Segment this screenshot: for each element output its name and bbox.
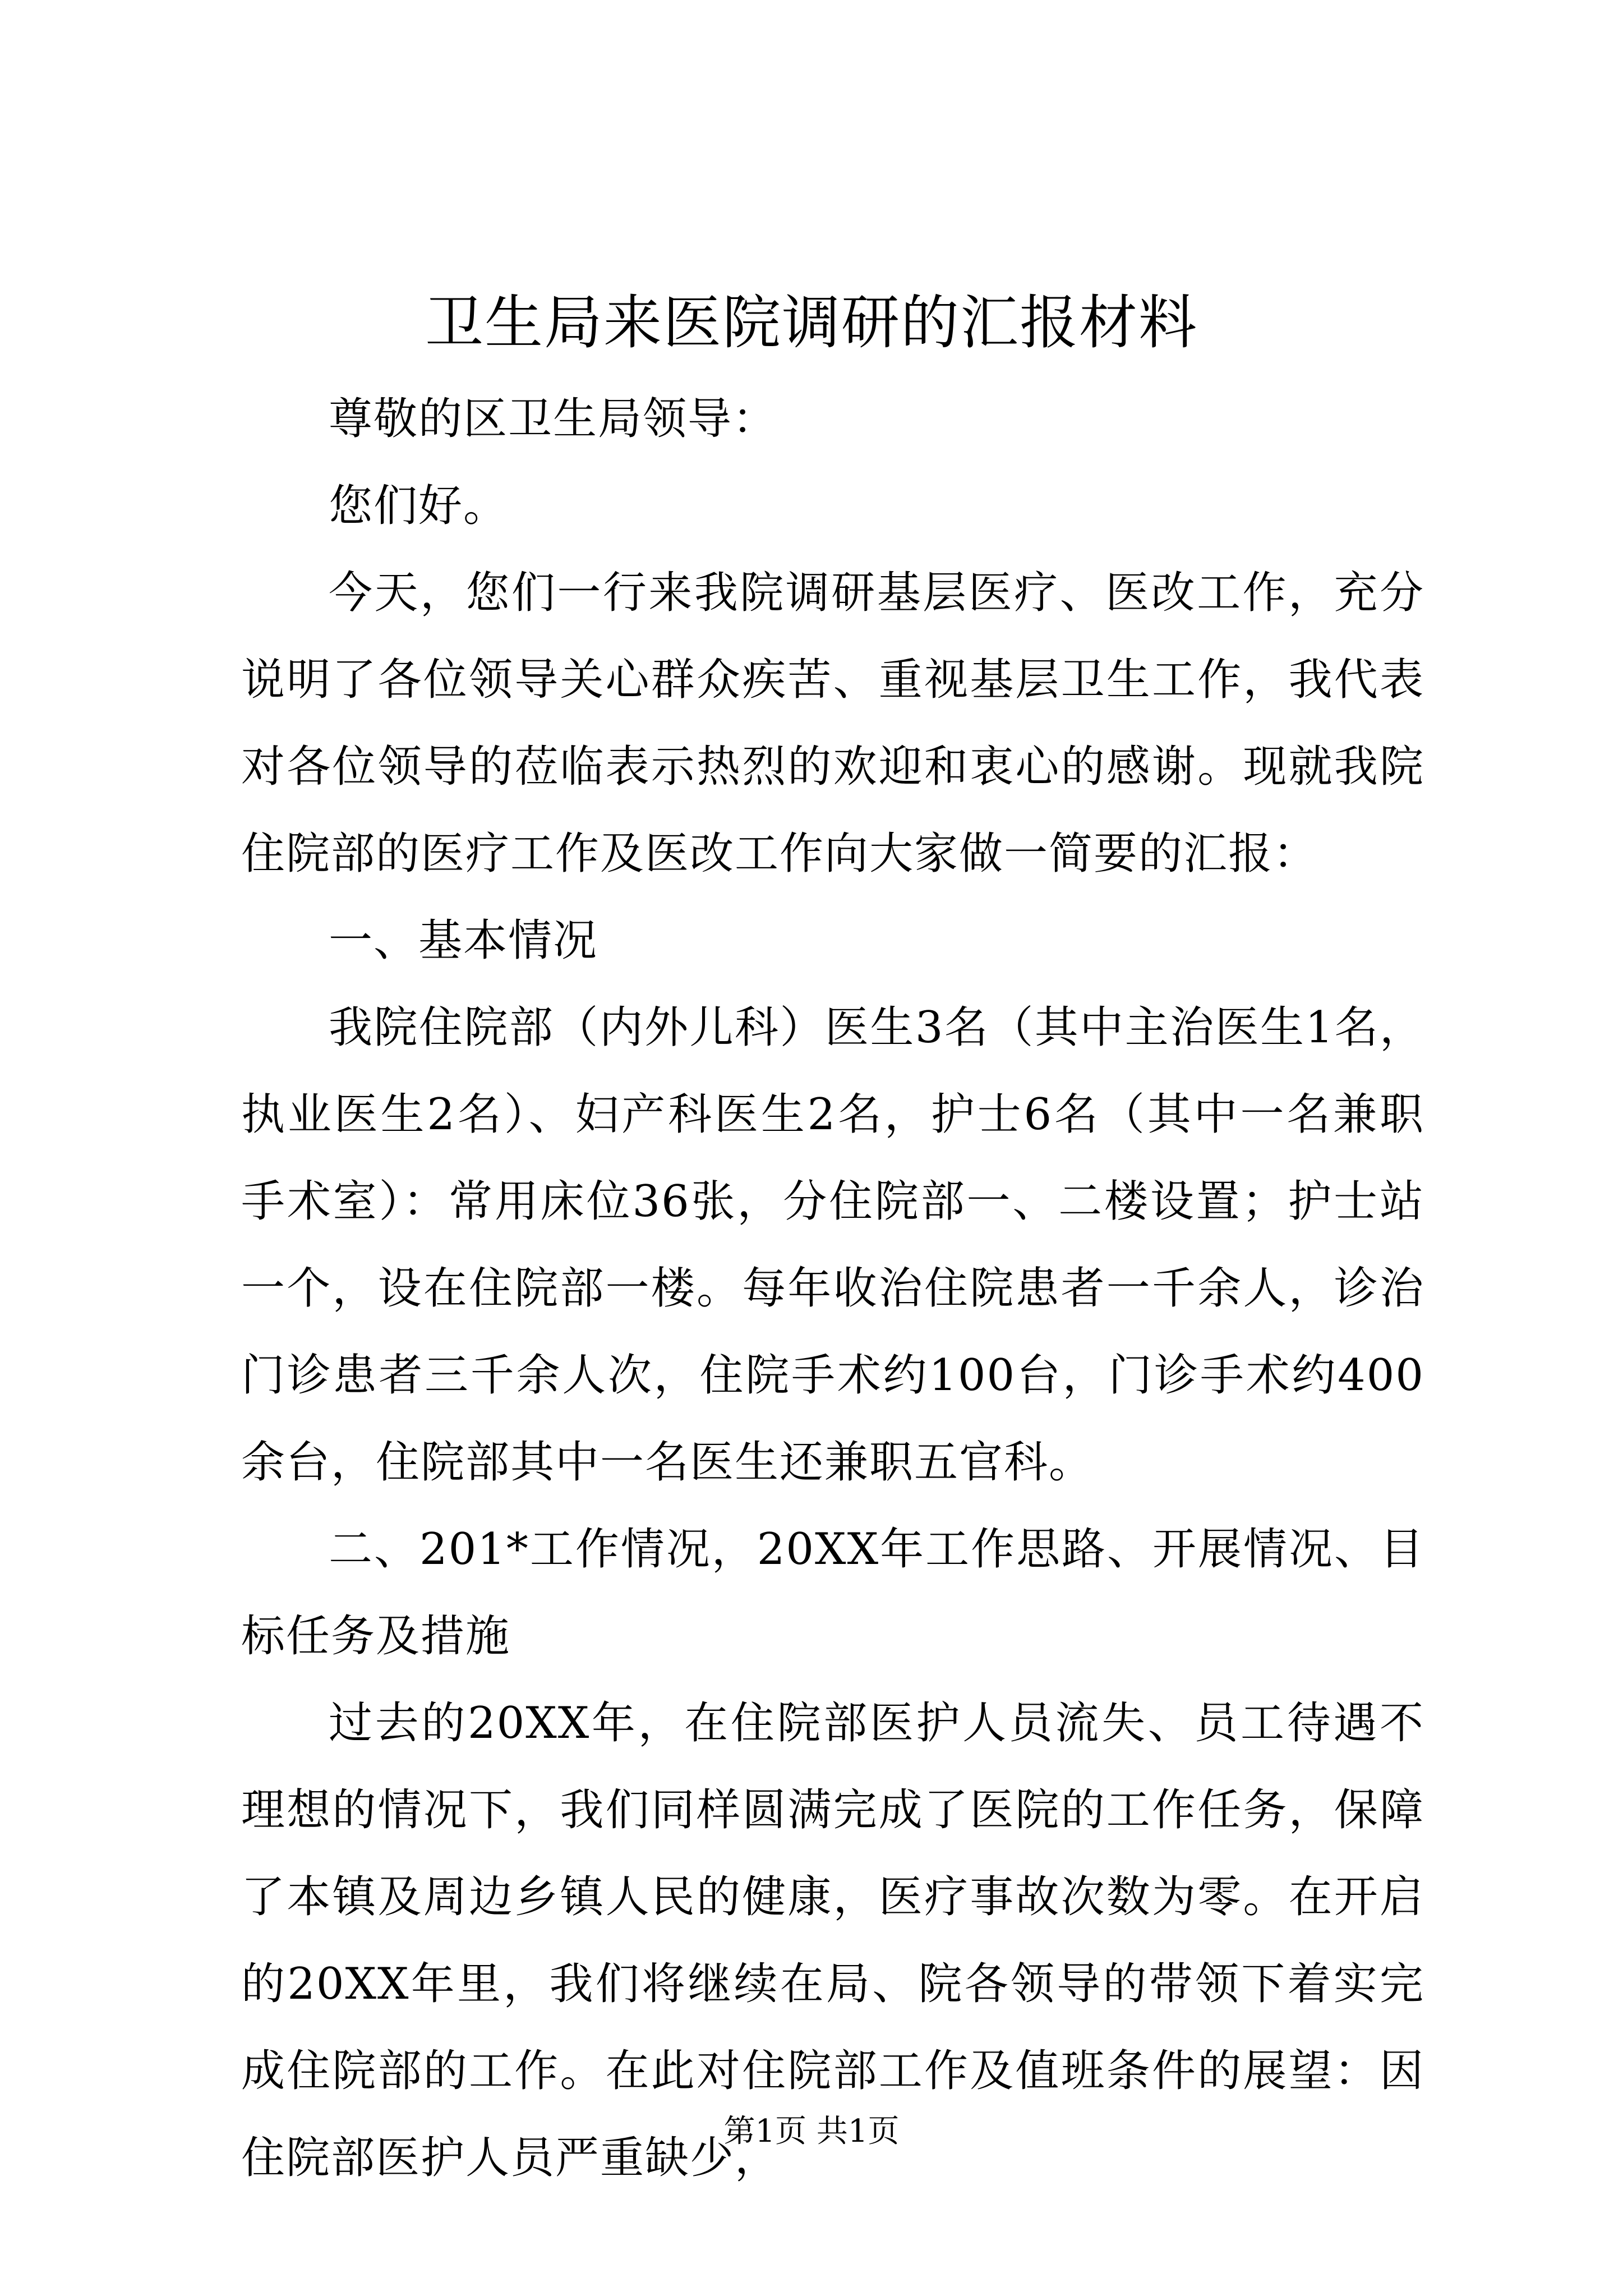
page-footer: 第1页 共1页	[723, 2113, 900, 2150]
section-heading-basic-info: 一、基本情况	[329, 915, 598, 966]
document-body	[241, 376, 1424, 2202]
document-title: 卫生局来医院调研的汇报材料	[425, 288, 1198, 357]
work-status-paragraph: 过去的20XX年，在住院部医护人员流失、员工待遇不理想的情况下，我们同样圆满完成了医院的工作任务，保障了本镇及周边乡镇人民的健康，医疗事故次数为零。在开启的20XX年里，我们将继续在局、院各领导的带领下着实完成住院部的工作。在此对住院部工作及值班条件的展望：因住院部医护人员严重缺少，	[241, 1698, 1424, 2183]
intro-paragraph: 今天，您们一行来我院调研基层医疗、医改工作，充分说明了各位领导关心群众疾苦、重视基层卫生工作，我代表对各位领导的莅临表示热烈的欢迎和衷心的感谢。现就我院住院部的医疗工作及医改工作向大家做一简要的汇报：	[241, 568, 1424, 879]
basic-info-paragraph: 我院住院部（内外儿科）医生3名（其中主治医生1名，执业医生2名）、妇产科医生2名，护士6名（其中一名兼职手术室）：常用床位36张，分住院部一、二楼设置；护士站一个，设在住院部一楼。每年收治住院患者一千余人，诊治门诊患者三千余人次，住院手术约100台，门诊手术约400余台，住院部其中一名医生还兼职五官科。	[241, 1002, 1424, 1488]
salutation: 尊敬的区卫生局领导：	[329, 394, 778, 444]
greeting: 您们好。	[329, 481, 509, 531]
section-heading-work-status: 二、201*工作情况，20XX年工作思路、开展情况、目标任务及措施	[241, 1524, 1424, 1662]
